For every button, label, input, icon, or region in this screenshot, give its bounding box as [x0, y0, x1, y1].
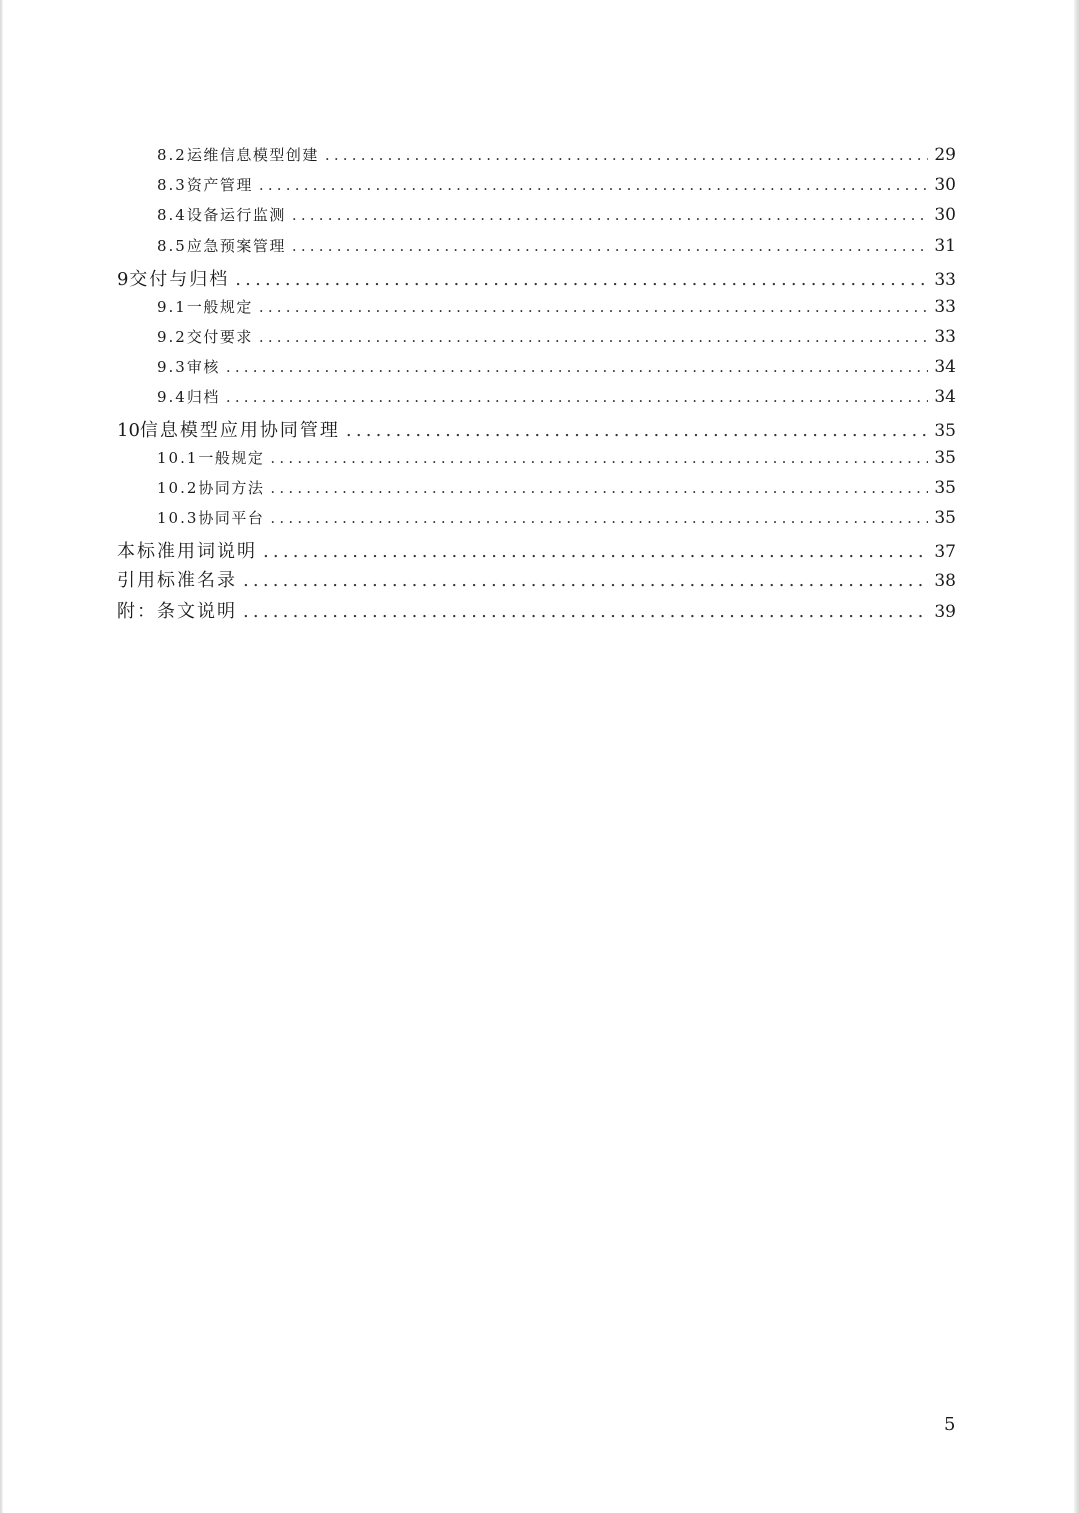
toc-dot-leader [259, 176, 928, 194]
toc-entry-explanation[interactable] [0, 597, 1080, 627]
toc-dot-leader [243, 570, 928, 591]
toc-entry-title: 运维信息模型创建 [186, 146, 319, 164]
toc-entry-number: 10.3 [157, 509, 199, 527]
toc-entry-9-4[interactable] [0, 386, 1080, 416]
toc-entry-page: 35 [934, 478, 956, 498]
toc-entry-title: 本标准用词说明 [117, 541, 257, 562]
toc-dot-leader [259, 298, 928, 316]
toc-entry-9-2[interactable] [0, 326, 1080, 356]
toc-entry-number: 10 [117, 420, 140, 441]
toc-entry-page: 35 [934, 448, 956, 468]
toc-entry-page: 35 [934, 508, 956, 528]
toc-entry-number: 8.3 [157, 176, 187, 194]
toc-entry-title: 引用标准名录 [117, 570, 237, 591]
toc-entry-page: 34 [934, 357, 956, 377]
toc-dot-leader [270, 509, 928, 527]
toc-entry-page: 33 [934, 327, 956, 347]
toc-dot-leader [325, 146, 928, 164]
toc-entry-page: 37 [934, 542, 956, 562]
toc-entry-title: 协同方法 [198, 479, 265, 497]
toc-entry-8-3[interactable] [0, 174, 1080, 204]
toc-entry-title: 交付要求 [186, 328, 253, 346]
toc-entry-number: 9.2 [157, 328, 187, 346]
toc-entry-title: 设备运行监测 [186, 206, 286, 224]
toc-entry-number: 8.5 [157, 237, 187, 255]
toc-entry-title: 交付与归档 [129, 269, 230, 290]
toc-entry-page: 34 [934, 387, 956, 407]
toc-entry-cited-standards[interactable] [0, 566, 1080, 596]
toc-entry-number: 10.2 [157, 479, 199, 497]
toc-entry-page: 31 [934, 236, 956, 256]
toc-entry-number: 8.2 [157, 146, 187, 164]
toc-entry-9[interactable] [0, 265, 1080, 295]
toc-entry-number: 9.4 [157, 388, 187, 406]
toc-entry-number: 10.1 [157, 449, 199, 467]
toc-entry-page: 39 [934, 602, 956, 622]
toc-dot-leader [243, 601, 928, 622]
toc-entry-title: 一般规定 [198, 449, 265, 467]
toc-entry-title: 归档 [186, 388, 220, 406]
toc-entry-9-1[interactable] [0, 296, 1080, 326]
toc-entry-page: 38 [934, 571, 956, 591]
toc-entry-title: 信息模型应用协同管理 [139, 420, 340, 441]
toc-entry-page: 30 [934, 175, 956, 195]
toc-dot-leader [263, 541, 928, 562]
toc-dot-leader [235, 269, 928, 290]
toc-entry-page: 33 [934, 270, 956, 290]
toc-entry-8-5[interactable] [0, 235, 1080, 265]
toc-entry-number: 9.3 [157, 358, 187, 376]
toc-entry-number: 9 [117, 269, 129, 290]
toc-entry-terminology[interactable] [0, 537, 1080, 567]
toc-dot-leader [226, 388, 928, 406]
toc-entry-10-1[interactable] [0, 447, 1080, 477]
page-number: 5 [944, 1414, 956, 1435]
toc-entry-number: 8.4 [157, 206, 187, 224]
toc-entry-page: 33 [934, 297, 956, 317]
toc-entry-8-2[interactable] [0, 144, 1080, 174]
toc-entry-title: 审核 [186, 358, 220, 376]
toc-entry-title: 应急预案管理 [186, 237, 286, 255]
toc-entry-page: 29 [934, 145, 956, 165]
toc-dot-leader [270, 449, 928, 467]
toc-entry-10-2[interactable] [0, 477, 1080, 507]
toc-entry-8-4[interactable] [0, 204, 1080, 234]
toc-dot-leader [226, 358, 928, 376]
toc-entry-9-3[interactable] [0, 356, 1080, 386]
toc-entry-title: 协同平台 [198, 509, 265, 527]
toc-dot-leader [259, 328, 928, 346]
toc-entry-title: 附：条文说明 [117, 601, 237, 622]
toc-entry-title: 资产管理 [186, 176, 253, 194]
toc-entry-10[interactable] [0, 416, 1080, 446]
toc-dot-leader [292, 206, 928, 224]
toc-dot-leader [270, 479, 928, 497]
toc-entry-title: 一般规定 [186, 298, 253, 316]
toc-entry-page: 35 [934, 421, 956, 441]
toc-entry-10-3[interactable] [0, 507, 1080, 537]
toc-dot-leader [346, 420, 928, 441]
toc-entry-page: 30 [934, 205, 956, 225]
toc-entry-number: 9.1 [157, 298, 187, 316]
toc-dot-leader [292, 237, 928, 255]
